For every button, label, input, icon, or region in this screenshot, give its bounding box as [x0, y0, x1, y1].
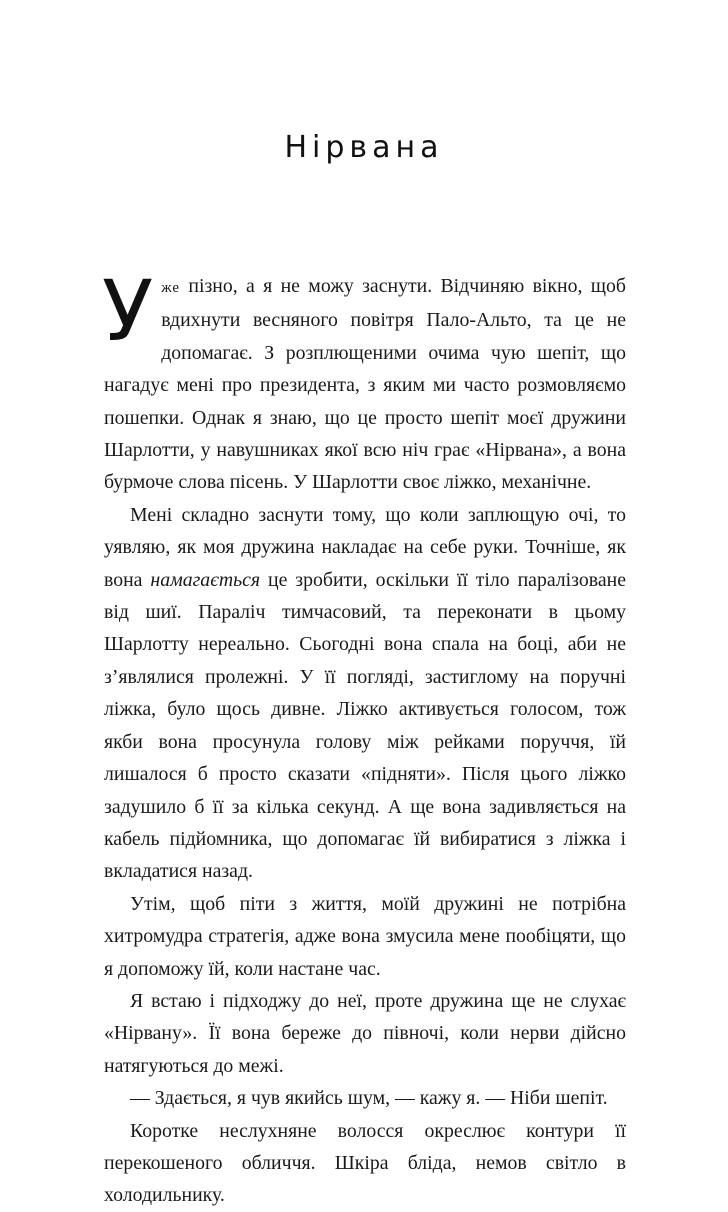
lead-in: же	[161, 280, 181, 296]
paragraph-1	[102, 262, 626, 499]
paragraph-3: Утім, щоб піти з життя, моїй дружині не потрібна хитромудра стратегія, адже вона змусила мене пообіцяти, що я допоможу їй, коли настане час.	[104, 892, 626, 980]
paragraph-6: Коротке неслухняне волосся окреслює контури її перекошеного обличчя. Шкіра бліда, немов світло в холодильнику.	[104, 1119, 626, 1207]
drop-cap: У	[102, 262, 154, 360]
paragraph-5: — Здається, я чув якийсь шум, — кажу я. — Ніби шепіт.	[130, 1087, 608, 1110]
paragraph-2	[104, 499, 626, 888]
paragraph-2-text-after: це зробити, оскільки її тіло паралізоване від шиї. Параліч тимчасовий, та переконати в цьому Шарлотту нереально. Сьогодні вона спала на боці, аби не з’являлися пролежні. У її погляді, застиглому на поручні ліжка, було щось дивне. Ліжко активується голосом, тож якби вона просунула голову між рейками поруччя, їй лишалося б просто сказати «підняти». Після цього ліжко задушило б її за кілька секунд. А ще вона задивляється на кабель підйомника, що допомагає їй вибиратися з ліжка і вкладатися назад.	[104, 568, 626, 883]
paragraph-4: Я встаю і підходжу до неї, проте дружина ще не слухає «Нірвану». Її вона береже до півночі, коли нерви дійсно натягуються до межі.	[104, 989, 626, 1077]
paragraph-2-text-before: Мені складно заснути тому, що коли заплющую очі, то уявляю, як моя дружина накладає на себе руки. Точніше, як вона	[104, 503, 626, 591]
paragraph-2-emphasis: намагається	[150, 568, 261, 591]
paragraph-1-text: пізно, а я не можу заснути. Відчиняю вікно, щоб вдихнути весняного повітря Пало-Альто, та це не допомагає. З розплющеними очима чую шепіт, що нагадує мені про президента, з яким ми часто розмовляємо пошепки. Однак я знаю, що це просто шепіт моєї дружини Шарлотти, у навушниках якої всю ніч грає «Нірвана», а вона бурмоче слова пісень. У Шарлотти своє ліжко, механічне.	[104, 275, 626, 494]
chapter-title: Нірвана	[284, 130, 444, 165]
body-text	[102, 262, 626, 1212]
